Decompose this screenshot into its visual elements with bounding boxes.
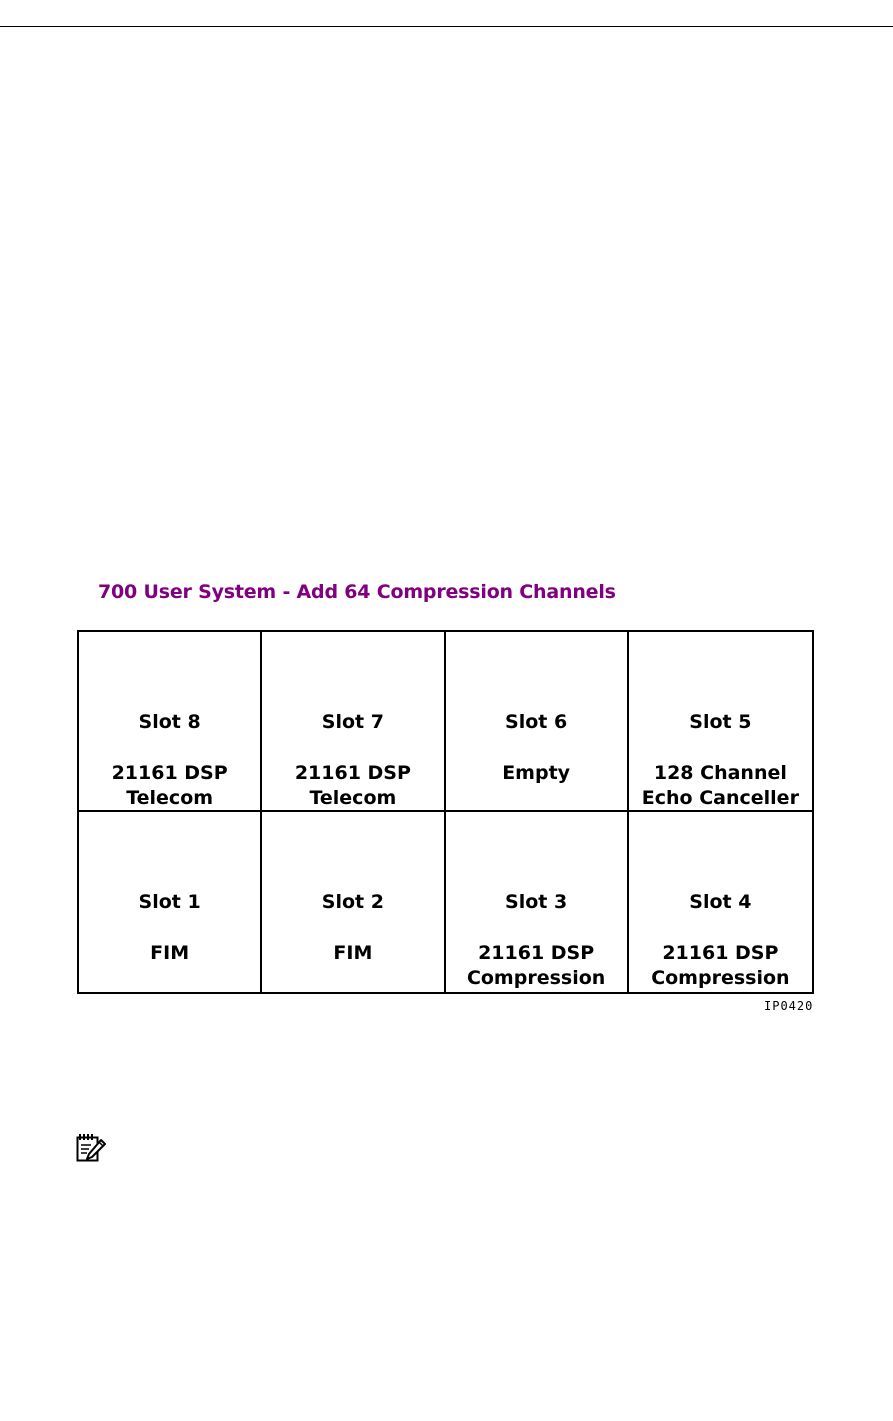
diagram-title: 700 User System - Add 64 Compression Channels	[98, 581, 616, 603]
slot-content-line: 21161 DSP	[662, 942, 779, 964]
slot-content	[262, 941, 443, 966]
slot-content-line: Empty	[502, 762, 571, 784]
slot-content-line: FIM	[333, 942, 373, 964]
slot-grid	[77, 630, 814, 994]
slot-cell-1	[79, 812, 262, 992]
slot-label: Slot 2	[321, 891, 384, 913]
slot-content	[79, 761, 260, 811]
slot-cell-5	[629, 632, 812, 812]
figure-id: IP0420	[764, 999, 814, 1013]
slot-content-line: Echo Canceller	[641, 787, 799, 809]
slot-content-line: 128 Channel	[653, 762, 787, 784]
slot-content-line: Compression	[651, 967, 790, 989]
slot-content-line: Telecom	[309, 787, 397, 809]
slot-content-line: 21161 DSP	[478, 942, 595, 964]
slot-cell-3	[446, 812, 629, 992]
slot-cell-6	[446, 632, 629, 812]
slot-content-line: 21161 DSP	[294, 762, 411, 784]
slot-label: Slot 6	[505, 711, 568, 733]
slot-content-line: Compression	[466, 967, 606, 989]
slot-content	[446, 761, 627, 786]
slot-cell-4	[629, 812, 812, 992]
slot-label: Slot 3	[505, 891, 568, 913]
slot-content	[446, 941, 627, 991]
header-rule	[0, 26, 893, 27]
slot-label: Slot 8	[138, 711, 201, 733]
slot-content-line: FIM	[150, 942, 190, 964]
slot-content-line: Telecom	[126, 787, 214, 809]
slot-label: Slot 1	[138, 891, 201, 913]
note-pencil-icon	[74, 1131, 108, 1165]
slot-content-line: 21161 DSP	[111, 762, 228, 784]
slot-label: Slot 7	[321, 711, 384, 733]
slot-label: Slot 4	[689, 891, 752, 913]
slot-cell-2	[262, 812, 445, 992]
slot-content	[629, 941, 812, 991]
slot-cell-8	[79, 632, 262, 812]
slot-content	[262, 761, 443, 811]
slot-content	[629, 761, 812, 811]
slot-label: Slot 5	[689, 711, 752, 733]
slot-cell-7	[262, 632, 445, 812]
slot-content	[79, 941, 260, 966]
